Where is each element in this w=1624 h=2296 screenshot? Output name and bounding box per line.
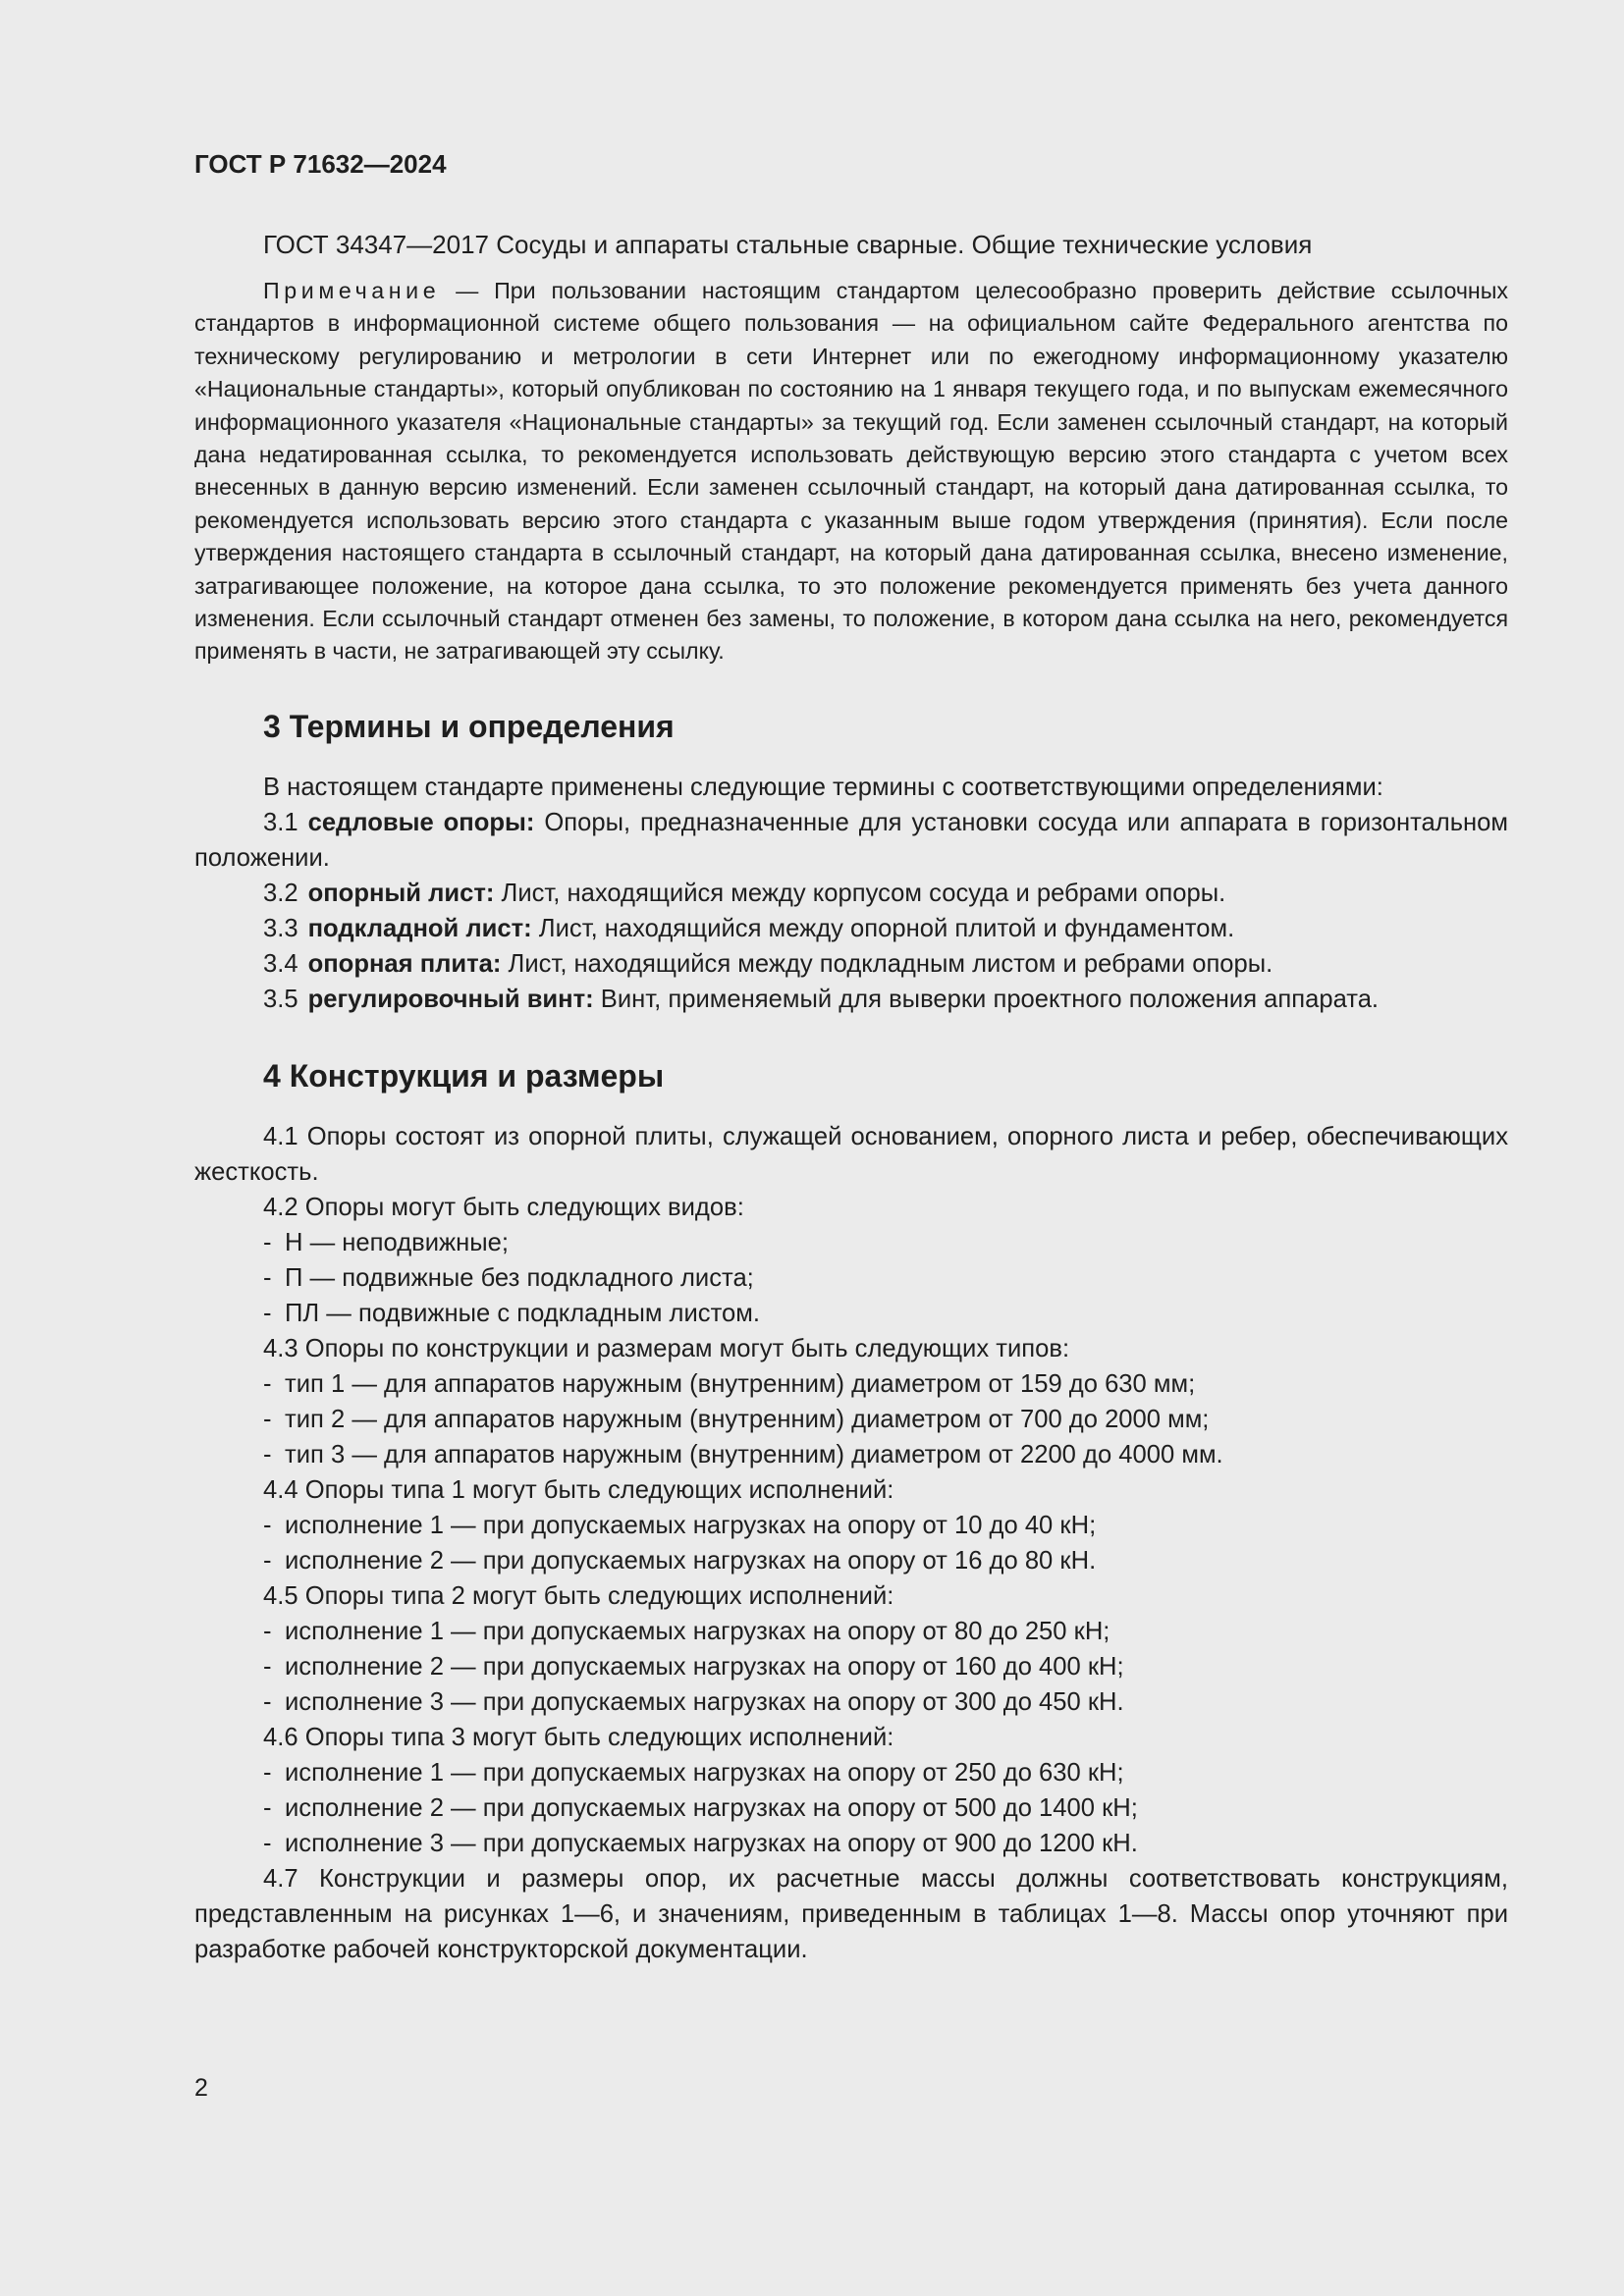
list-item: - исполнение 2 — при допускаемых нагрузках на опору от 16 до 80 кН.	[263, 1547, 1097, 1575]
term-3-1	[194, 805, 1508, 876]
list-item-text: исполнение 1 — при допускаемых нагрузках на опору от 10 до 40 кН;	[285, 1512, 1097, 1539]
list-item-text: исполнение 1 — при допускаемых нагрузках на опору от 250 до 630 кН;	[285, 1759, 1124, 1787]
term-number: 3.1	[263, 809, 298, 836]
list-item: - исполнение 1 — при допускаемых нагрузках на опору от 250 до 630 кН;	[263, 1759, 1124, 1787]
clause-4-5: 4.5 Опоры типа 2 могут быть следующих исполнений:	[263, 1582, 894, 1610]
list-item: - П — подвижные без подкладного листа;	[263, 1264, 754, 1292]
list-item: - исполнение 2 — при допускаемых нагрузках на опору от 500 до 1400 кН;	[263, 1794, 1138, 1822]
list-item: - исполнение 3 — при допускаемых нагрузках на опору от 900 до 1200 кН.	[263, 1830, 1138, 1857]
list-item: - исполнение 2 — при допускаемых нагрузках на опору от 160 до 400 кН;	[263, 1653, 1124, 1681]
list-item-text: ПЛ — подвижные с подкладным листом.	[285, 1300, 760, 1327]
clause-4-1: 4.1 Опоры состоят из опорной плиты, служащей основанием, опорного листа и ребер, обеспечивающих жесткость.	[194, 1123, 1508, 1186]
section-3-heading: 3 Термины и определения	[263, 709, 675, 744]
term-definition: Лист, находящийся между подкладным листом и ребрами опоры.	[501, 950, 1273, 978]
term-definition: Лист, находящийся между опорной плитой и фундаментом.	[531, 915, 1235, 942]
clause-4-2: 4.2 Опоры могут быть следующих видов:	[263, 1194, 744, 1221]
page-number: 2	[194, 2074, 208, 2102]
term-name: опорная плита:	[307, 950, 502, 978]
note-text: — При пользовании настоящим стандартом целесообразно проверить действие ссылочных стандартов в информационной системе общего пользования — на официальном сайте Федерального агентства по техническому регулированию и метрологии в сети Интернет или по ежегодному информационному указателю «Национальные стандарты», который опубликован по состоянию на 1 января текущего года, и по выпускам ежемесячного информационного указателя «Национальные стандарты» за текущий год. Если заменен ссылочный стандарт, на который дана недатированная ссылка, то рекомендуется использовать действующую версию этого стандарта с учетом всех внесенных в данную версию изменений. Если заменен ссылочный стандарт, на который дана датированная ссылка, то рекомендуется использовать версию этого стандарта с указанным выше годом утверждения (принятия). Если после утверждения настоящего стандарта в ссылочный стандарт, на который дана датированная ссылка, внесено изменение, затрагивающее положение, на которое дана ссылка, то это положение рекомендуется применять без учета данного изменения. Если ссылочный стандарт отменен без замены, то положение, в котором дана ссылка на него, рекомендуется применять в части, не затрагивающей эту ссылку.	[194, 278, 1508, 665]
clause-4-7: 4.7 Конструкции и размеры опор, их расчетные массы должны соответствовать конструкциям, представленным на рисунках 1—6, и значениям, приведенным в таблицах 1—8. Массы опор уточняют при разработке рабочей конструкторской документации.	[194, 1865, 1508, 1963]
section-3-body	[194, 770, 1508, 1017]
list-item-text: тип 2 — для аппаратов наружным (внутренним) диаметром от 700 до 2000 мм;	[285, 1406, 1210, 1433]
list-item: - тип 3 — для аппаратов наружным (внутренним) диаметром от 2200 до 4000 мм.	[263, 1441, 1223, 1468]
list-item: - исполнение 1 — при допускаемых нагрузках на опору от 10 до 40 кН;	[263, 1512, 1097, 1539]
term-number: 3.2	[263, 880, 298, 907]
section-4-body	[194, 1119, 1508, 1967]
clause-4-3: 4.3 Опоры по конструкции и размерам могут быть следующих типов:	[263, 1335, 1070, 1362]
list-item: - тип 1 — для аппаратов наружным (внутренним) диаметром от 159 до 630 мм;	[263, 1370, 1196, 1398]
term-3-5	[194, 982, 1508, 1017]
term-name: опорный лист:	[307, 880, 495, 907]
list-item: - исполнение 1 — при допускаемых нагрузках на опору от 80 до 250 кН;	[263, 1618, 1110, 1645]
term-name: регулировочный винт:	[307, 986, 594, 1013]
list-item-text: Н — неподвижные;	[285, 1229, 510, 1256]
reference-note	[194, 275, 1508, 668]
list-item-text: П — подвижные без подкладного листа;	[285, 1264, 754, 1292]
term-number: 3.3	[263, 915, 298, 942]
list-item: - тип 2 — для аппаратов наружным (внутренним) диаметром от 700 до 2000 мм;	[263, 1406, 1210, 1433]
list-item: - Н — неподвижные;	[263, 1229, 510, 1256]
list-item-text: тип 3 — для аппаратов наружным (внутренним) диаметром от 2200 до 4000 мм.	[285, 1441, 1223, 1468]
list-item: - ПЛ — подвижные с подкладным листом.	[263, 1300, 760, 1327]
section-3-intro: В настоящем стандарте применены следующие термины с соответствующими определениями:	[263, 774, 1383, 801]
clause-4-6: 4.6 Опоры типа 3 могут быть следующих исполнений:	[263, 1724, 894, 1751]
term-3-4	[194, 946, 1508, 982]
list-item-text: исполнение 3 — при допускаемых нагрузках на опору от 900 до 1200 кН.	[285, 1830, 1138, 1857]
list-item-text: исполнение 3 — при допускаемых нагрузках на опору от 300 до 450 кН.	[285, 1688, 1124, 1716]
term-number: 3.4	[263, 950, 298, 978]
clause-4-4: 4.4 Опоры типа 1 могут быть следующих исполнений:	[263, 1476, 894, 1504]
term-definition: Лист, находящийся между корпусом сосуда и ребрами опоры.	[494, 880, 1226, 907]
term-3-3	[194, 911, 1508, 946]
document-code-header: ГОСТ Р 71632—2024	[194, 149, 447, 179]
normative-reference-entry: ГОСТ 34347—2017 Сосуды и аппараты стальные сварные. Общие технические условия	[263, 230, 1313, 259]
note-label: Примечание	[263, 278, 441, 303]
term-3-2	[194, 876, 1508, 911]
term-definition: Опоры, предназначенные для установки сосуда или аппарата в горизонтальном положении.	[194, 809, 1508, 872]
section-4-heading: 4 Конструкция и размеры	[263, 1058, 665, 1094]
list-item-text: исполнение 2 — при допускаемых нагрузках на опору от 500 до 1400 кН;	[285, 1794, 1138, 1822]
term-name: подкладной лист:	[307, 915, 532, 942]
list-item-text: тип 1 — для аппаратов наружным (внутренним) диаметром от 159 до 630 мм;	[285, 1370, 1196, 1398]
term-number: 3.5	[263, 986, 298, 1013]
list-item: - исполнение 3 — при допускаемых нагрузках на опору от 300 до 450 кН.	[263, 1688, 1124, 1716]
list-item-text: исполнение 2 — при допускаемых нагрузках на опору от 16 до 80 кН.	[285, 1547, 1097, 1575]
list-item-text: исполнение 1 — при допускаемых нагрузках на опору от 80 до 250 кН;	[285, 1618, 1110, 1645]
list-item-text: исполнение 2 — при допускаемых нагрузках на опору от 160 до 400 кН;	[285, 1653, 1124, 1681]
term-definition: Винт, применяемый для выверки проектного положения аппарата.	[593, 986, 1380, 1013]
term-name: седловые опоры:	[307, 809, 535, 836]
